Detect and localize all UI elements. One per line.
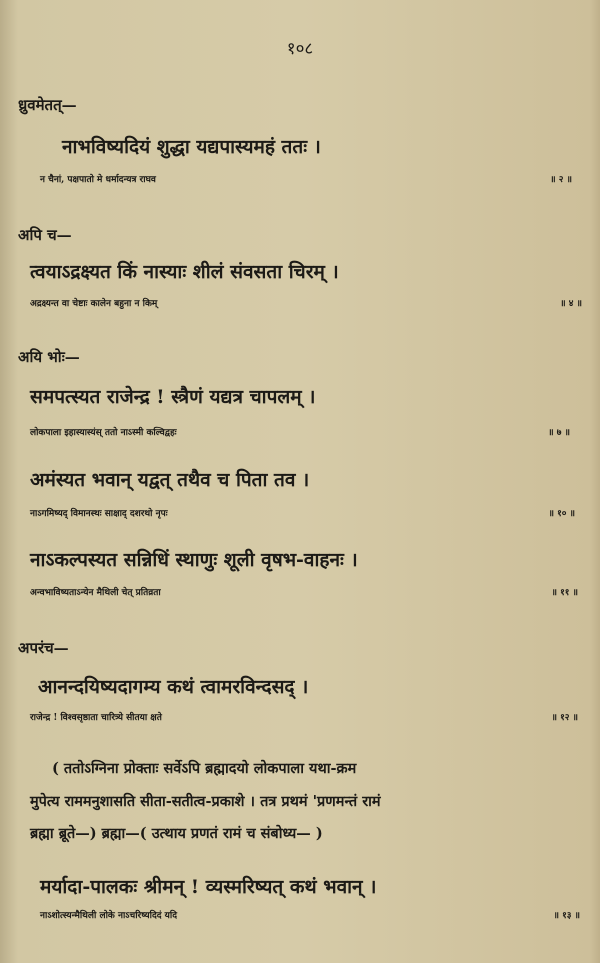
verse-line: त्वयाऽद्रक्ष्यत किं नास्याः शीलं संवसता चिरम् । bbox=[30, 261, 339, 283]
section-heading: अयि भोः— bbox=[18, 348, 80, 366]
verse-line: न चैनां, पक्षपातो मे धर्मादन्यत्र राघव ॥ २ ॥ bbox=[40, 175, 572, 185]
verse-line: अन्वभाविष्यताऽन्येन मैथिली चेत् प्रतिव्रता ॥ ११ ॥ bbox=[30, 588, 578, 598]
verse-line: राजेन्द्र ! विश्वसृष्ठाता चारित्र्ये सीतया क्षते ॥ १२ ॥ bbox=[30, 713, 578, 723]
stage-direction: मुपेत्य राममनुशासति सीता-सतीत्व-प्रकाशे । तत्र प्रथमं 'प्रणमन्तं रामं bbox=[30, 793, 381, 810]
verse-line: समपत्स्यत राजेन्द्र ! स्त्रैणं यद्यत्र चापलम् । bbox=[30, 386, 316, 408]
verse-line: नाऽशोत्स्यन्मैथिली लोके नाऽचरिष्यदिदं यदि ॥ १३ ॥ bbox=[40, 911, 580, 921]
verse-line: नाभविष्यदियं शुद्धा यद्यपास्यमहं ततः । bbox=[62, 136, 321, 158]
verse-line: नाऽकल्पस्यत सन्निधिं स्थाणुः शूली वृषभ-वाहनः । bbox=[30, 549, 358, 571]
stage-direction: ब्रह्मा ब्रूते—) ब्रह्मा—( उत्थाय प्रणतं रामं च संबोध्य— ) bbox=[30, 825, 323, 842]
verse-line: अमंस्यत भवान् यद्वत् तथैव च पिता तव । bbox=[30, 469, 310, 491]
verse-line: लोकपाला इहास्यास्यंस् ततो नाऽस्मी कल्विद्वहः ॥ ७ ॥ bbox=[30, 428, 570, 438]
section-heading: ध्रुवमेतत्— bbox=[18, 96, 77, 114]
verse-line: मर्यादा-पालकः श्रीमन् ! व्यस्मरिष्यत् कथं भवान् । bbox=[40, 876, 377, 898]
verse-line: आनन्दयिष्यदागम्य कथं त्वामरविन्दसद् । bbox=[38, 676, 309, 698]
verse-line: नाऽगमिष्यद् विमानस्थः साक्षाद् दशरथो नृपः ॥ १० ॥ bbox=[30, 509, 575, 519]
verse-line: अद्रक्ष्यन्त वा चेष्टाः कालेन बहुना न किम् ॥ ४ ॥ bbox=[30, 299, 582, 309]
stage-direction: ( ततोऽग्निना प्रोक्ताः सर्वेऽपि ब्रह्मादयो लोकपाला यथा-क्रम bbox=[52, 760, 357, 777]
section-heading: अपरंच— bbox=[18, 639, 69, 657]
section-heading: अपि च— bbox=[18, 226, 72, 244]
page-number: १०८ bbox=[286, 39, 314, 59]
